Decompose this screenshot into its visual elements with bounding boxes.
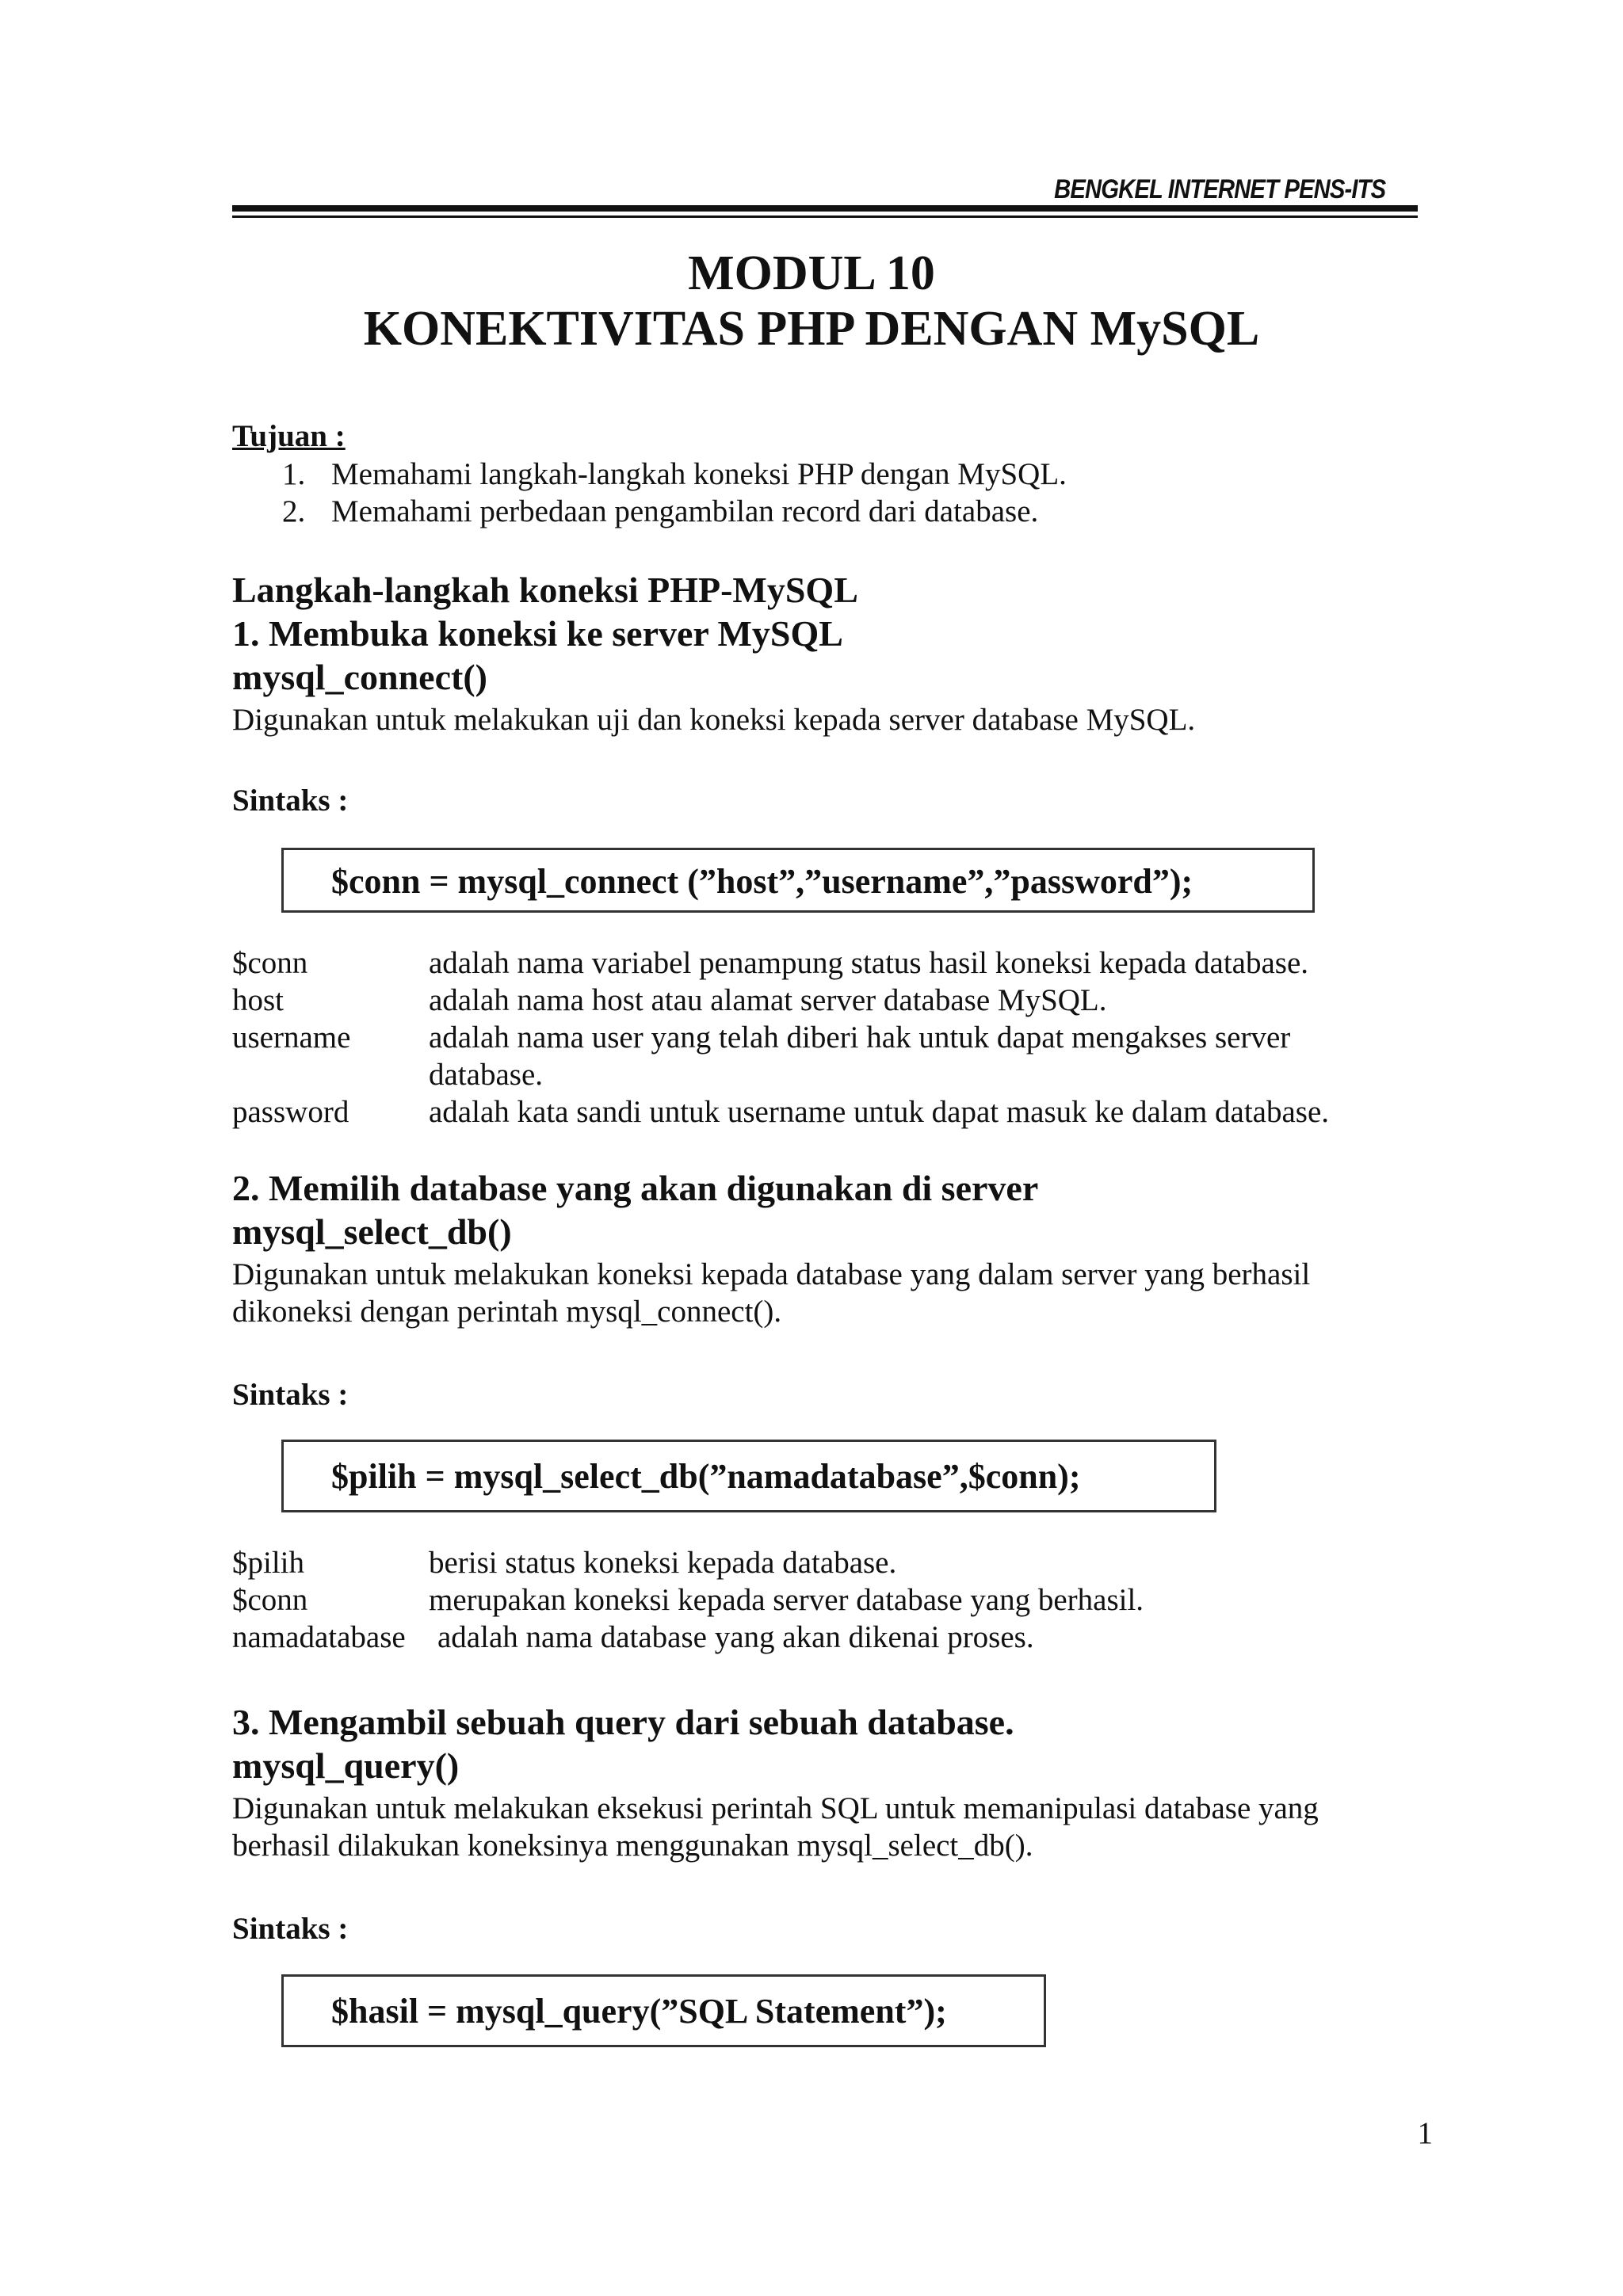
section-3-heading: 3. Mengambil sebuah query dari sebuah database. <box>232 1702 1014 1742</box>
param-def: berisi status koneksi kepada database. <box>429 1546 897 1580</box>
section-2-desc-line-2: dikoneksi dengan perintah mysql_connect(). <box>232 1295 782 1329</box>
param-def: adalah kata sandi untuk username untuk dapat masuk ke dalam database. <box>429 1095 1330 1129</box>
tujuan-item-1-num: 1. <box>282 457 306 491</box>
tujuan-item-1: Memahami langkah-langkah koneksi PHP dengan MySQL. <box>331 457 1067 491</box>
section-3-code-box <box>281 1974 1046 2047</box>
param-term: host <box>232 983 285 1017</box>
param-term: $conn <box>232 946 308 980</box>
section-3-code: $hasil = mysql_query(”SQL Statement”); <box>331 1992 947 2031</box>
section-3-desc-line-1: Digunakan untuk melakukan eksekusi perintah SQL untuk memanipulasi database yang <box>232 1791 1319 1825</box>
param-term: $pilih <box>232 1546 305 1580</box>
section-3-sintaks-label: Sintaks : <box>232 1912 349 1946</box>
param-term: password <box>232 1095 349 1129</box>
header-rule-thin <box>232 215 1418 218</box>
param-term: $conn <box>232 1583 308 1617</box>
module-title: MODUL 10 <box>688 246 935 300</box>
param-term: namadatabase <box>232 1620 406 1654</box>
section-2-function: mysql_select_db() <box>232 1211 512 1252</box>
tujuan-label: Tujuan : <box>232 419 346 453</box>
param-def: adalah nama database yang akan dikenai proses. <box>437 1620 1034 1654</box>
section-2-sintaks-label: Sintaks : <box>232 1378 349 1412</box>
tujuan-item-2-num: 2. <box>282 494 306 528</box>
main-heading: Langkah-langkah koneksi PHP-MySQL <box>232 570 858 610</box>
section-3-desc-line-2: berhasil dilakukan koneksinya menggunakan mysql_select_db(). <box>232 1829 1033 1863</box>
param-def-continued: database. <box>429 1058 544 1092</box>
header-rule-thick <box>232 205 1418 212</box>
section-1-heading: 1. Membuka koneksi ke server MySQL <box>232 613 843 654</box>
module-subtitle: KONEKTIVITAS PHP DENGAN MySQL <box>363 302 1260 356</box>
section-2-code-box <box>281 1440 1216 1512</box>
section-1-sintaks-label: Sintaks : <box>232 784 349 818</box>
section-1-function: mysql_connect() <box>232 657 487 697</box>
section-1-desc: Digunakan untuk melakukan uji dan koneksi kepada server database MySQL. <box>232 703 1196 737</box>
param-def: adalah nama variabel penampung status hasil koneksi kepada database. <box>429 946 1309 980</box>
page-number: 1 <box>1417 2116 1433 2150</box>
section-2-desc-line-1: Digunakan untuk melakukan koneksi kepada database yang dalam server yang berhasil <box>232 1257 1311 1291</box>
section-3-function: mysql_query() <box>232 1745 460 1786</box>
section-2-code: $pilih = mysql_select_db(”namadatabase”,$conn); <box>331 1457 1081 1496</box>
section-1-code-box <box>281 848 1315 913</box>
param-def: adalah nama host atau alamat server database MySQL. <box>429 983 1107 1017</box>
tujuan-item-2: Memahami perbedaan pengambilan record dari database. <box>331 494 1039 528</box>
section-2-heading: 2. Memilih database yang akan digunakan di server <box>232 1168 1039 1208</box>
running-header: BENGKEL INTERNET PENS-ITS <box>1053 174 1385 204</box>
param-term: username <box>232 1020 351 1055</box>
param-def: merupakan koneksi kepada server database yang berhasil. <box>429 1583 1144 1617</box>
section-1-code: $conn = mysql_connect (”host”,”username”,”password”); <box>331 862 1193 901</box>
param-def: adalah nama user yang telah diberi hak untuk dapat mengakses server <box>429 1020 1291 1055</box>
